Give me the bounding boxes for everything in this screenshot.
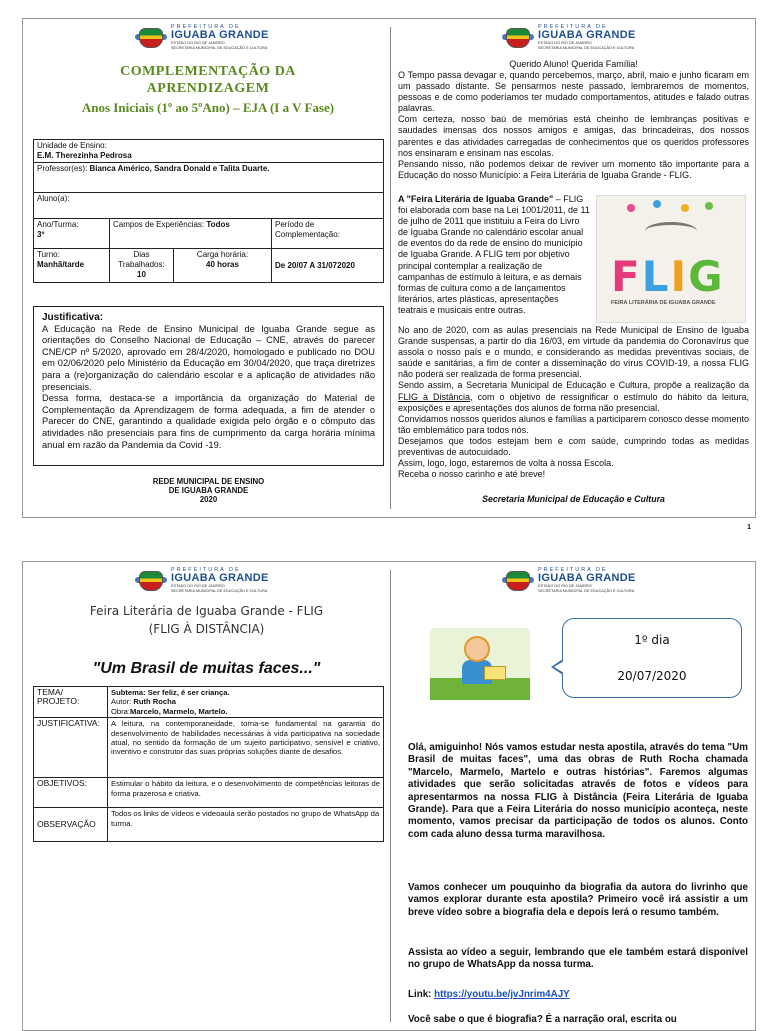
turno-cell <box>34 249 110 283</box>
logo-prefeitura-text: PREFEITURA DE <box>538 23 608 30</box>
rede-line2: DE IGUABA GRANDE <box>168 486 249 495</box>
prefeitura-logo <box>135 568 269 594</box>
doc-title <box>43 63 373 97</box>
doc-title-line1: COMPLEMENTAÇÃO DA <box>120 64 296 79</box>
campos-cell <box>110 219 272 249</box>
doc-title-line2: APRENDIZAGEM <box>146 81 270 96</box>
justificativa-title: Justificativa: <box>42 312 104 323</box>
justificativa-box <box>33 306 384 466</box>
coat-of-arms-icon <box>135 569 167 593</box>
biography-question: Você sabe o que é biografia? É a narração oral, escrita ou <box>408 1014 677 1025</box>
signature: Secretaria Municipal de Educação e Cultura <box>482 494 665 504</box>
carga-cell <box>174 249 272 283</box>
page2-right-column <box>390 562 757 1030</box>
prefeitura-logo <box>135 25 269 51</box>
page-number: 1 <box>747 524 751 531</box>
tema-autor: Ruth Rocha <box>133 697 176 707</box>
prefeitura-logo <box>502 568 636 594</box>
objetivos-text: Estimular o hábito da leitura, e o desenvolvimento de competências leitoras de forma prazerosa e criativa. <box>108 778 384 808</box>
rede-line3: 2020 <box>199 495 218 504</box>
flig-caption: FEIRA LITERÁRIA DE IGUABA GRANDE <box>611 300 716 306</box>
bubble-date: 20/07/2020 <box>617 669 687 683</box>
professor-cell <box>34 163 384 193</box>
link-label: Link: <box>408 989 432 1000</box>
periodo-label: Período de Complementação: <box>275 220 340 239</box>
justificativa-text: A leitura, na contemporaneidade, torna-se fundamental na garantia do desenvolvimento de habilidades necessárias à vida participativa na sociedade atual, no sentido da formação de um sujeito participativo, sensível e criativo, inventivo e construtor das suas próprias soluções diante de desafios. <box>108 718 384 778</box>
feira-subtitle: (FLIG À DISTÂNCIA) <box>148 622 265 636</box>
page1-left-column <box>23 19 390 517</box>
periodo-value: De 20/07 A 31/072020 <box>275 260 355 270</box>
ano-value: 3º <box>37 230 45 239</box>
page-2 <box>22 561 756 1031</box>
campos-label: Campos de Experiências: <box>113 220 205 229</box>
letter-paragraph-7: Convidamos nossos queridos alunos e famílias a participarem conosco desse momento tão emblemático para todos nós. <box>398 413 749 435</box>
page-1 <box>22 18 756 531</box>
intro-paragraph: Olá, amiguinho! Nós vamos estudar nesta apostila, através do tema "Um Brasil de muitas faces", uma das obras de Ruth Rocha chamada "Marcelo, Marmelo, Martelo e outras histórias". Faremos algumas atividades que serão solicitadas através de fotos e vídeos para apresentarmos na nossa FLIG à Distância (Feira Literária de Iguaba Grande). Para que a Feira Literária do nosso município aconteça, neste momento, vamos precisar da participação de todos os alunos. Conto com cada aluno dessa turma maravilhosa. <box>408 742 748 840</box>
theme-title: "Um Brasil de muitas faces..." <box>92 660 321 677</box>
objetivos-label: OBJETIVOS: <box>34 778 108 808</box>
aluno-cell <box>34 193 384 219</box>
logo-city-text: IGUABA GRANDE <box>538 29 636 42</box>
letter-paragraph-6b: , com o objetivo de ressignificar o estímulo do hábito da leitura, exposições e apresentações dos alunos de forma não presencial. <box>398 391 749 413</box>
rede-line1: REDE MUNICIPAL DE ENSINO <box>152 477 265 486</box>
flig-name-bold: A "Feira Literária de Iguaba Grande" <box>398 194 554 204</box>
tema-cell <box>108 687 384 718</box>
coat-of-arms-icon <box>502 26 534 50</box>
ano-label: Ano/Turma: <box>37 220 79 229</box>
logo-city-text: IGUABA GRANDE <box>538 572 636 585</box>
unidade-value: E.M. Therezinha Pedrosa <box>37 151 132 160</box>
tema-subtema: Subtema: Ser feliz, é ser criança. <box>111 688 230 697</box>
biography-paragraph: Vamos conhecer um pouquinho da biografia da autora do livrinho que vamos explorar durante esta apostila? Primeiro você irá assistir a um breve vídeo sobre a biografia dela e depois lerá o resumo também. <box>408 882 748 918</box>
tema-label: TEMA/ PROJETO: <box>34 687 108 718</box>
letter-paragraph-2: Com certeza, nosso baú de memórias está cheinho de lembranças positivas e saudades imensas dos nossos amigos e amigas, das brincadeiras, dos nossos parentes e das atividades carregadas de conhecimentos que os queridos professores nos ensinaram e ensinam nas escolas. <box>398 114 749 158</box>
logo-secretaria-text: SECRETARIA MUNICIPAL DE EDUCAÇÃO E CULTURA <box>171 46 268 51</box>
aluno-label: Aluno(a): <box>37 194 70 203</box>
letter-paragraph-4 <box>398 194 590 316</box>
carga-label: Carga horária: <box>196 250 249 259</box>
ano-cell <box>34 219 110 249</box>
logo-state-text: ESTADO DO RIO DE JANEIRO <box>538 584 592 589</box>
dias-value: 10 <box>137 270 146 279</box>
logo-prefeitura-text: PREFEITURA DE <box>171 23 241 30</box>
logo-city-text: IGUABA GRANDE <box>171 29 269 42</box>
letter-body-bottom <box>398 325 749 480</box>
flig-distancia-link: FLIG à Distância <box>398 391 470 402</box>
letter-paragraph-10: Receba o nosso carinho e até breve! <box>398 469 546 480</box>
prefeitura-logo <box>502 25 636 51</box>
info-table <box>33 139 384 283</box>
letter-paragraph-6 <box>398 380 749 413</box>
observacao-label: OBSERVAÇÃO <box>34 808 108 842</box>
video-link[interactable]: https://youtu.be/jvJnrim4AJY <box>434 989 570 1000</box>
greeting: Querido Aluno! Querida Família! <box>509 59 638 69</box>
tema-obra: Marcelo, Marmelo, Martelo. <box>130 706 228 716</box>
logo-secretaria-text: SECRETARIA MUNICIPAL DE EDUCAÇÃO E CULTURA <box>538 46 635 51</box>
speech-bubble <box>562 618 742 698</box>
page2-left-column <box>23 562 390 1030</box>
obra-label: Obra: <box>111 706 130 716</box>
logo-state-text: ESTADO DO RIO DE JANEIRO <box>538 41 592 46</box>
justificativa-paragraph-2: Dessa forma, destaca-se a importância da organização do Material de Complementação da Aprendizagem de forma adequada, a fim de atender o Parecer do CNE, garantindo a qualidade exigida pelo órgão e o cômputo das atividades não presenciais para fins de cumprimento da carga horária mínima anual em razão da Pandemia da Covid -19. <box>42 393 375 450</box>
book-icon <box>484 666 506 680</box>
letter-paragraph-1: O Tempo passa devagar e, quando percebemos, março, abril, maio e junho ficaram em um passado distante. Se pensarmos neste passado, lembraremos de momentos, pessoas e de como poderíamos ter mudado comportamentos, atitudes e falado outras palavras. <box>398 70 749 114</box>
logo-secretaria-text: SECRETARIA MUNICIPAL DE EDUCAÇÃO E CULTURA <box>538 589 635 594</box>
logo-secretaria-text: SECRETARIA MUNICIPAL DE EDUCAÇÃO E CULTURA <box>171 589 268 594</box>
dias-cell <box>110 249 174 283</box>
letter-paragraph-5: No ano de 2020, com as aulas presenciais na Rede Municipal de Ensino de Iguaba Grande suspensas, a partir do dia 16/03, em virtude da pandemia do Coronavírus que assola o nosso país e o mundo, e considerando as medidas preventivas sociais, de saúde e sanitárias, a fim de conter a disseminação do vírus COVID-19, a nossa FLIG não poderá ser realizada de forma presencial. <box>398 325 749 380</box>
reading-child-illustration <box>430 628 530 700</box>
letter-paragraph-3: Pensando nisso, não podemos deixar de reviver um momento tão importante para a Educação do nosso Município: a Feira Literária de Iguaba Grande - FLIG. <box>398 158 749 180</box>
bubble-day: 1º dia <box>634 633 670 647</box>
flig-description: – FLIG foi elaborada com base na Lei 1001/2011, de 11 de julho de 2011 que instituiu a Feira do Livro de Iguaba Grande no calendário escolar anual de eventos do da rede de ensino do município de Iguaba Grande. A FLIG tem por objetivo principal contemplar a realização de campanhas de estímulo à leitura, e as demais formas de cultura como a de lançamentos literários, artes plásticas, apresentações teatrais e musicais entre outras. <box>398 194 590 315</box>
logo-city-text: IGUABA GRANDE <box>171 572 269 585</box>
project-table <box>33 686 384 842</box>
logo-prefeitura-text: PREFEITURA DE <box>171 566 241 573</box>
rede-footer <box>33 477 384 504</box>
letter-paragraph-8: Desejamos que todos estejam bem e com saúde, cumprindo todas as medidas preventivas de autocuidado. <box>398 435 749 458</box>
carga-value: 40 horas <box>206 260 239 269</box>
coat-of-arms-icon <box>502 569 534 593</box>
periodo-value-cell <box>272 249 384 283</box>
unidade-label: Unidade de Ensino: <box>37 141 107 150</box>
campos-value: Todos <box>206 220 230 229</box>
professor-label: Professor(es): <box>37 164 88 173</box>
flig-poster-image <box>596 195 746 323</box>
coat-of-arms-icon <box>135 26 167 50</box>
justificativa-paragraph-1: A Educação na Rede de Ensino Municipal de Iguaba Grande segue as orientações do Conselho Nacional de Educação – CNE, através do parecer CNE/CP nº 5/2020, aprovado em 28/4/2020, homologado e publicado no DOU em 02/06/2020 pelo Ministério da Educação em 30/04/2020, que traça diretrizes para a (re)organização do calendário escolar e a aplicação de atividades não presenciais. <box>42 323 375 392</box>
doc-subtitle: Anos Iniciais (1º ao 5ºAno) – EJA (I a V Fase) <box>81 100 335 115</box>
periodo-label-cell <box>272 219 384 249</box>
video-paragraph: Assista ao vídeo a seguir, lembrando que ele também estará disponível no grupo de WhatsApp da nossa turma. <box>408 947 748 971</box>
logo-prefeitura-text: PREFEITURA DE <box>538 566 608 573</box>
autor-label: Autor: <box>111 697 132 707</box>
turno-value: Manhã/tarde <box>37 260 85 269</box>
letter-paragraph-6a: Sendo assim, a Secretaria Municipal de Educação e Cultura, propõe a realização da <box>398 380 749 391</box>
unidade-cell <box>34 140 384 163</box>
observacao-text: Todos os links de vídeos e videoaula serão postados no grupo de WhatsApp da turma. <box>108 808 384 842</box>
link-line <box>408 989 748 1001</box>
letter-paragraph-9: Assim, logo, logo, estaremos de volta à nossa Escola. <box>398 458 614 469</box>
justificativa-label: JUSTIFICATIVA: <box>34 718 108 778</box>
logo-state-text: ESTADO DO RIO DE JANEIRO <box>171 41 225 46</box>
flig-logo-text: FLIG <box>611 252 725 301</box>
professor-value: Bianca Américo, Sandra Donald e Talita Duarte. <box>89 164 270 173</box>
dias-label: Dias Trabalhados: <box>118 250 165 269</box>
feira-title: Feira Literária de Iguaba Grande - FLIG <box>89 604 324 618</box>
letter-body-top <box>398 70 749 181</box>
turno-label: Turno: <box>37 250 60 259</box>
logo-state-text: ESTADO DO RIO DE JANEIRO <box>171 584 225 589</box>
open-book-icon <box>645 222 697 240</box>
page1-right-column <box>390 19 757 531</box>
